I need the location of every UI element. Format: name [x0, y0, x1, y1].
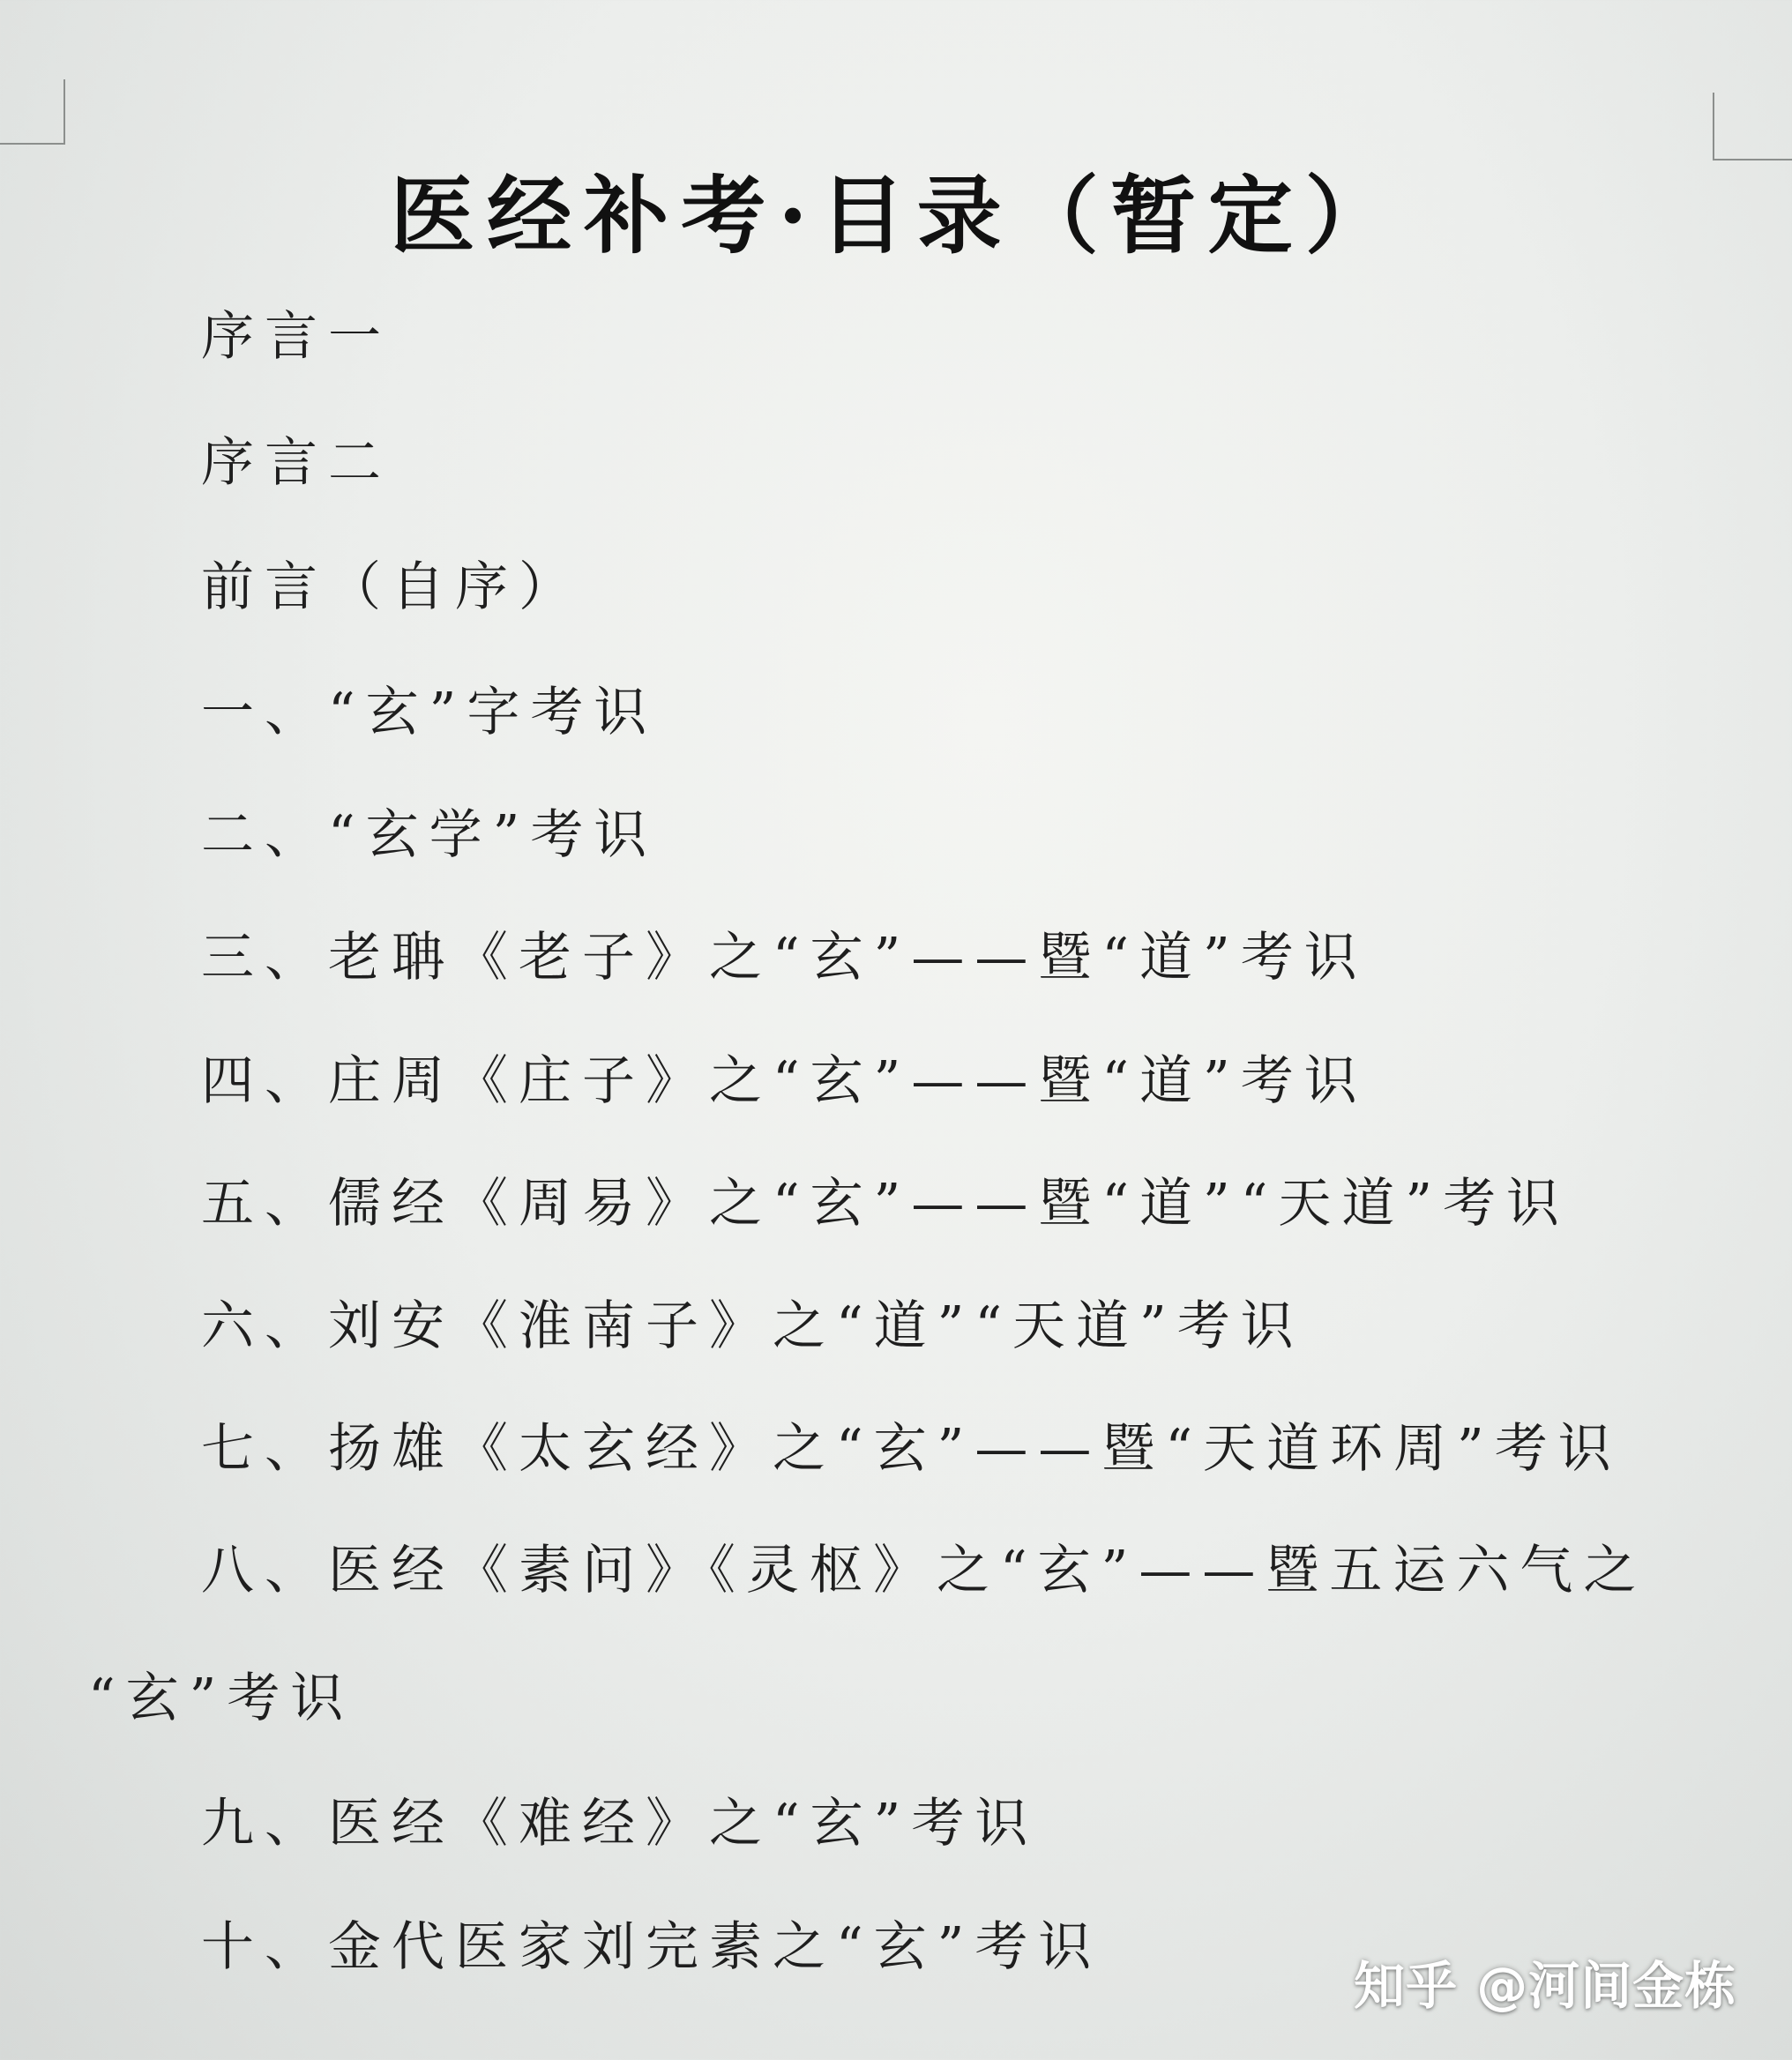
- toc-item: 序言一: [201, 306, 392, 368]
- zhihu-watermark: 知乎 @河间金栋: [1354, 1956, 1737, 2016]
- toc-item: 九、医经《难经》之“玄”考识: [201, 1793, 1039, 1855]
- toc-item: 五、儒经《周易》之“玄”——暨“道”“天道”考识: [201, 1173, 1571, 1235]
- toc-item: 前言（自序）: [201, 556, 582, 618]
- toc-item: 一、“玄”字考识: [201, 682, 658, 743]
- toc-item: 序言二: [201, 432, 392, 494]
- toc-item: 六、刘安《淮南子》之“道”“天道”考识: [201, 1295, 1304, 1357]
- toc-item: 二、“玄学”考识: [201, 804, 658, 866]
- toc-item: 十、金代医家刘完素之“玄”考识: [201, 1916, 1102, 1978]
- document-title: 医经补考·目录（暂定）: [390, 166, 1402, 265]
- toc-item-continuation: “玄”考识: [88, 1668, 355, 1729]
- toc-item: 八、医经《素问》《灵枢》之“玄”——暨五运六气之: [201, 1540, 1647, 1601]
- toc-item: 四、庄周《庄子》之“玄”——暨“道”考识: [201, 1050, 1368, 1112]
- toc-item: 三、老聃《老子》之“玄”——暨“道”考识: [201, 927, 1368, 989]
- toc-item: 七、扬雄《太玄经》之“玄”——暨“天道环周”考识: [201, 1418, 1622, 1480]
